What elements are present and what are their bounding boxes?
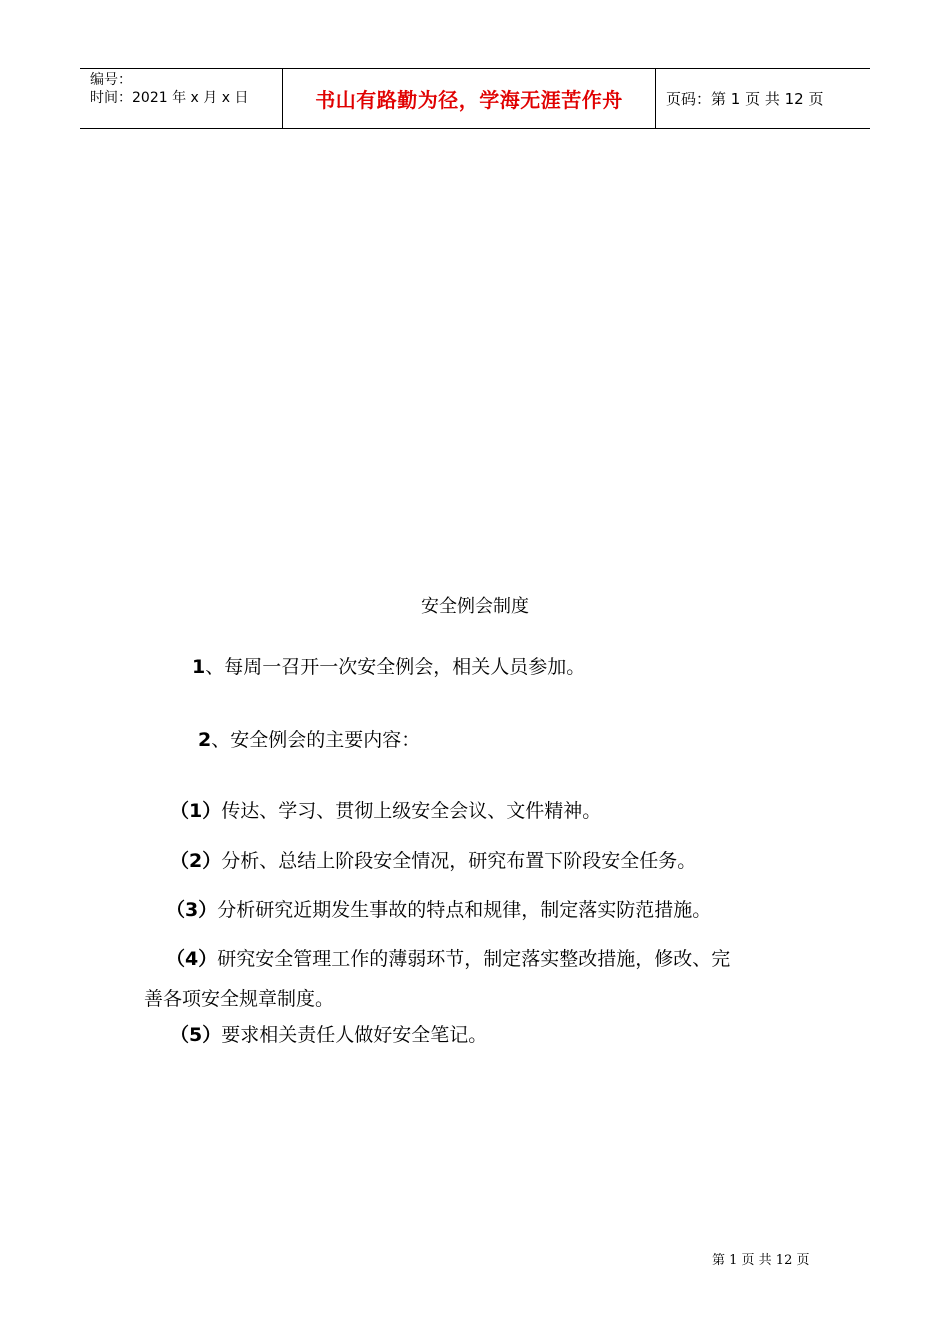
item-number: （1）: [170, 800, 222, 822]
number-label: 编号：: [90, 72, 132, 88]
item-text: 分析、总结上阶段安全情况，研究布置下阶段安全任务。: [221, 850, 697, 872]
item-text: 研究安全管理工作的薄弱环节，制定落实整改措施，修改、完: [217, 948, 731, 970]
item-text: 分析研究近期发生事故的特点和规律，制定落实防范措施。: [217, 899, 712, 921]
subitem-2: [170, 846, 696, 873]
subitem-3: [166, 895, 711, 922]
motto-text: 书山有路勤为径，学海无涯苦作舟: [315, 88, 623, 112]
item-number: （2）: [170, 850, 222, 872]
document-title: 安全例会制度: [421, 596, 529, 617]
subitem-5: [170, 1020, 487, 1047]
item-2: [198, 725, 420, 752]
item-1: [192, 652, 585, 679]
item-text: 、安全例会的主要内容：: [211, 729, 421, 751]
item-text: 善各项安全规章制度。: [144, 988, 335, 1010]
item-number: （4）: [166, 948, 218, 970]
subitem-4: [166, 944, 730, 971]
item-number: （3）: [166, 899, 218, 921]
item-text: 要求相关责任人做好安全笔记。: [221, 1024, 488, 1046]
subitem-4-continued: [144, 984, 334, 1011]
item-number: 2: [198, 729, 212, 751]
page-footer: 第 1 页 共 12 页: [712, 1253, 810, 1268]
header-page-info: 页码：第 1 页 共 12 页: [666, 90, 824, 108]
item-text: 、每周一召开一次安全例会，相关人员参加。: [205, 656, 586, 678]
page-header: [80, 68, 870, 129]
item-number: 1: [192, 656, 206, 678]
item-text: 传达、学习、贯彻上级安全会议、文件精神。: [221, 800, 602, 822]
header-motto-cell: [282, 69, 656, 128]
subitem-1: [170, 796, 601, 823]
date-label: 时间：2021 年 x 月 x 日: [90, 90, 249, 106]
item-number: （5）: [170, 1024, 222, 1046]
header-meta: [80, 69, 282, 128]
